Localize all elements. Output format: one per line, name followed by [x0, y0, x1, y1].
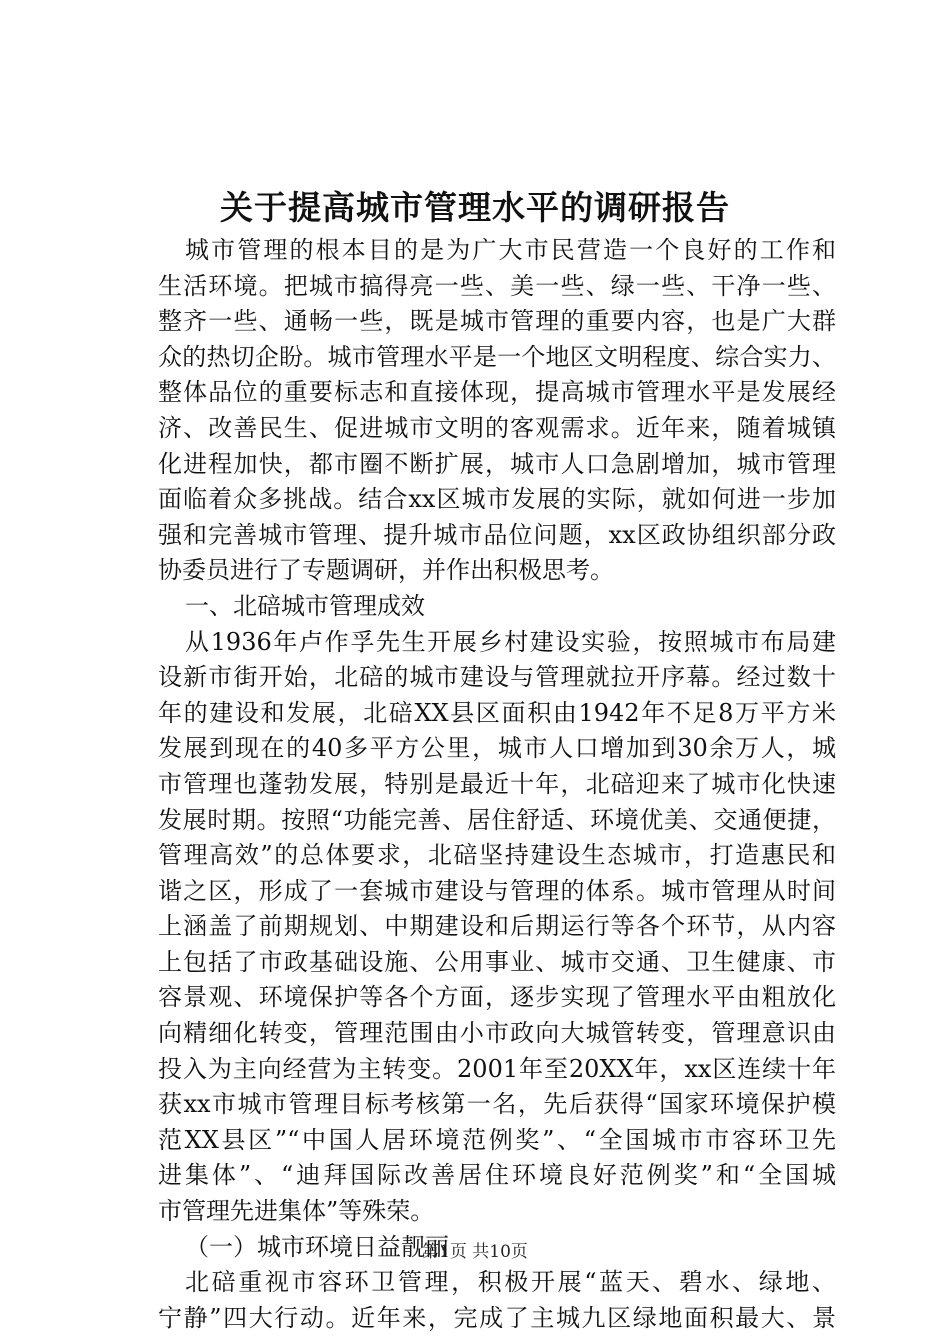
text-line: 上涵盖了前期规划、中期建设和后期运行等各个环节，从内容 [158, 912, 836, 941]
document-body [158, 233, 836, 1336]
text-line: 从1936年卢作孚先生开展乡村建设实验，按照城市布局建 [185, 627, 836, 656]
text-line: 济、改善民生、促进城市文明的客观需求。近年来，随着城镇 [158, 413, 836, 442]
text-line: 面临着众多挑战。结合xx区城市发展的实际，就如何进一步加 [158, 485, 836, 514]
text-line: 宁静”四大行动。近年来，完成了主城九区绿地面积最大、景 [158, 1303, 836, 1332]
text-line: 向精细化转变，管理范围由小市政向大城管转变，管理意识由 [158, 1019, 836, 1048]
text-line: 市管理也蓬勃发展，特别是最近十年，北碚迎来了城市化快速 [158, 769, 836, 798]
section-heading: （一）城市环境日益靓丽 [185, 1232, 449, 1261]
text-line: 整齐一些、通畅一些，既是城市管理的重要内容，也是广大群 [158, 307, 836, 336]
text-line: 上包括了市政基础设施、公用事业、城市交通、卫生健康、市 [158, 947, 836, 976]
page-title: 关于提高城市管理水平的调研报告 [220, 188, 730, 227]
text-line: 获xx市城市管理目标考核第一名，先后获得“国家环境保护模 [158, 1090, 836, 1119]
text-line: 市管理先进集体”等殊荣。 [158, 1197, 435, 1226]
text-line: 投入为主向经营为主转变。2001年至20XX年，xx区连续十年 [158, 1054, 836, 1083]
text-line: 年的建设和发展，北碚XX县区面积由1942年不足8万平方米 [158, 698, 836, 727]
text-line: 北碚重视市容环卫管理，积极开展“蓝天、碧水、绿地、 [185, 1268, 836, 1297]
text-line: 设新市街开始，北碚的城市建设与管理就拉开序幕。经过数十 [158, 663, 836, 692]
text-line: 城市管理的根本目的是为广大市民营造一个良好的工作和 [185, 236, 836, 264]
section-heading: 一、北碚城市管理成效 [185, 591, 425, 620]
text-line: 发展时期。按照“功能完善、居住舒适、环境优美、交通便捷， [158, 805, 836, 834]
page-footer: 第1页 共10页 [422, 1242, 528, 1262]
text-line: 化进程加快，都市圈不断扩展，城市人口急剧增加，城市管理 [158, 449, 836, 478]
text-line: 进集体”、“迪拜国际改善居住环境良好范例奖”和“全国城 [158, 1161, 836, 1190]
text-line: 发展到现在的40多平方公里，城市人口增加到30余万人，城 [158, 734, 836, 763]
text-line: 协委员进行了专题调研，并作出积极思考。 [158, 556, 614, 585]
text-line: 强和完善城市管理、提升城市品位问题，xx区政协组织部分政 [158, 520, 836, 549]
text-line: 众的热切企盼。城市管理水平是一个地区文明程度、综合实力、 [158, 342, 836, 371]
text-line: 管理高效”的总体要求，北碚坚持建设生态城市，打造惠民和 [158, 841, 836, 870]
text-line: 容景观、环境保护等各个方面，逐步实现了管理水平由粗放化 [158, 983, 836, 1012]
text-line: 谐之区，形成了一套城市建设与管理的体系。城市管理从时间 [158, 876, 836, 905]
text-line: 整体品位的重要标志和直接体现，提高城市管理水平是发展经 [158, 378, 836, 407]
text-line: 生活环境。把城市搞得亮一些、美一些、绿一些、干净一些、 [158, 271, 836, 300]
text-line: 范XX县区”“中国人居环境范例奖”、“全国城市市容环卫先 [158, 1125, 836, 1154]
